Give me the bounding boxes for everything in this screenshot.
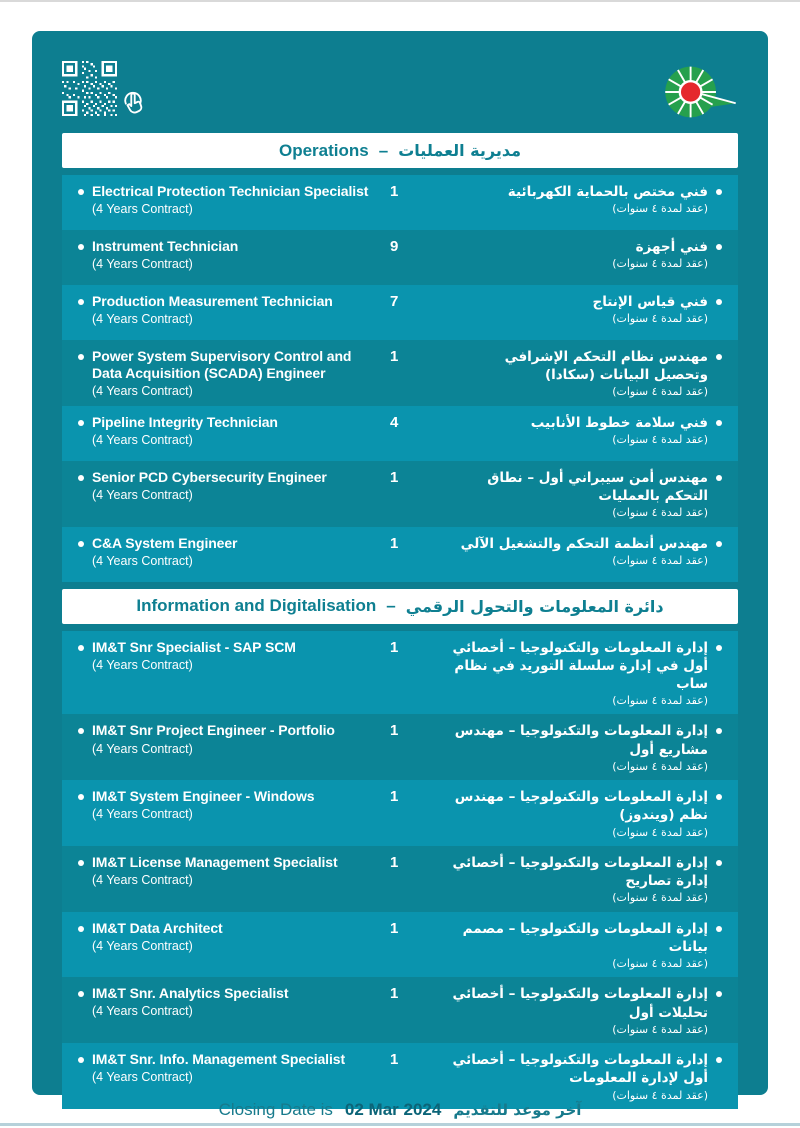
contract-ar: (عقد لمدة ٤ سنوات) bbox=[612, 759, 708, 773]
job-ar-block bbox=[442, 788, 738, 840]
job-title-ar: إدارة المعلومات والتكنولوجيا – مهندس نظم (ويندوز) bbox=[454, 789, 708, 824]
job-en-block bbox=[62, 348, 390, 400]
contract-ar: (عقد لمدة ٤ سنوات) bbox=[612, 553, 708, 567]
contract-ar: (عقد لمدة ٤ سنوات) bbox=[612, 257, 708, 271]
job-ar-block bbox=[442, 469, 738, 521]
job-en-block bbox=[62, 920, 390, 972]
job-title-en: Instrument Technician bbox=[92, 238, 239, 254]
contract-en: (4 Years Contract) bbox=[92, 657, 193, 672]
job-title-en: Electrical Protection Technician Specialist bbox=[92, 183, 369, 199]
announcement-panel bbox=[32, 31, 768, 1102]
job-title-ar: فني سلامة خطوط الأنابيب bbox=[530, 414, 708, 431]
dash: – bbox=[386, 596, 396, 616]
job-en-block bbox=[62, 293, 390, 334]
contract-ar: (عقد لمدة ٤ سنوات) bbox=[612, 202, 708, 216]
bottom-rule bbox=[0, 1123, 800, 1126]
bullet-icon bbox=[716, 475, 722, 481]
job-row bbox=[62, 846, 738, 912]
bullet-icon bbox=[716, 244, 722, 250]
section-title-ar: مديرية العمليات bbox=[398, 141, 521, 160]
vacancy-count: 1 bbox=[390, 468, 399, 486]
bullet-icon bbox=[78, 1057, 84, 1063]
bullet-icon bbox=[78, 794, 84, 800]
contract-en: (4 Years Contract) bbox=[92, 432, 193, 447]
contract-ar: (عقد لمدة ٤ سنوات) bbox=[612, 506, 708, 520]
closing-date-label-ar: آخر موعد للتقديم bbox=[453, 1100, 582, 1119]
qr-code-icon bbox=[62, 61, 117, 116]
job-en-block bbox=[62, 722, 390, 774]
bullet-icon bbox=[78, 189, 84, 195]
job-ar-block bbox=[442, 985, 738, 1037]
bullet-icon bbox=[78, 645, 84, 651]
section-operations bbox=[62, 133, 738, 582]
bullet-icon bbox=[78, 475, 84, 481]
contract-en: (4 Years Contract) bbox=[92, 938, 193, 953]
section-title-en: Operations bbox=[278, 140, 369, 160]
bullet-icon bbox=[716, 299, 722, 305]
contract-ar: (عقد لمدة ٤ سنوات) bbox=[612, 1022, 708, 1036]
job-title-ar: إدارة المعلومات والتكنولوجيا – أخصائي أول في إدارة سلسلة التوريد في نظام ساب bbox=[452, 639, 708, 692]
contract-en: (4 Years Contract) bbox=[92, 487, 193, 502]
vacancy-count: 1 bbox=[390, 534, 399, 552]
job-title-ar: إدارة المعلومات والتكنولوجيا – أخصائي إدارة تصاريح bbox=[452, 854, 708, 890]
bullet-icon bbox=[716, 354, 722, 360]
job-row bbox=[62, 461, 738, 527]
closing-date-bar bbox=[0, 1096, 800, 1123]
job-title-ar: فني قياس الإنتاج bbox=[592, 294, 708, 310]
bullet-icon bbox=[78, 299, 84, 305]
bullet-icon bbox=[78, 860, 84, 866]
job-ar-block bbox=[442, 722, 738, 774]
job-ar-block bbox=[442, 238, 738, 279]
contract-ar: (عقد لمدة ٤ سنوات) bbox=[612, 1088, 708, 1102]
closing-date-label-en: Closing Date is bbox=[218, 1099, 333, 1119]
qr-code[interactable] bbox=[62, 61, 152, 121]
job-ar-block bbox=[442, 183, 738, 224]
panel-header bbox=[32, 31, 768, 133]
section-header bbox=[62, 133, 738, 168]
job-row bbox=[62, 527, 738, 582]
contract-en: (4 Years Contract) bbox=[92, 873, 193, 888]
job-title-en: IM&T Snr Project Engineer - Portfolio bbox=[92, 722, 335, 739]
job-ar-block bbox=[442, 535, 738, 576]
job-row bbox=[62, 175, 738, 230]
vacancy-count: 1 bbox=[390, 183, 399, 200]
job-title-ar: مهندس نظام التحكم الإشرافي وتحصيل البيانات (سكادا) bbox=[504, 349, 708, 384]
job-title-en: IM&T License Management Specialist bbox=[92, 853, 338, 870]
job-title-en: IM&T Snr. Info. Management Specialist bbox=[92, 1051, 346, 1068]
vacancy-count: 7 bbox=[390, 293, 399, 310]
job-en-block bbox=[62, 788, 390, 840]
bullet-icon bbox=[716, 794, 722, 800]
vacancy-count: 1 bbox=[390, 1051, 399, 1069]
section-header bbox=[62, 589, 738, 624]
bullet-icon bbox=[716, 1057, 722, 1063]
job-title-ar: إدارة المعلومات والتكنولوجيا – أخصائي أول لإدارة المعلومات bbox=[452, 1052, 708, 1087]
vacancy-count: 1 bbox=[390, 722, 399, 740]
job-en-block bbox=[62, 985, 390, 1037]
contract-en: (4 Years Contract) bbox=[92, 1004, 193, 1019]
bullet-icon bbox=[716, 420, 722, 426]
bullet-icon bbox=[78, 991, 84, 997]
job-row bbox=[62, 714, 738, 780]
job-ar-block bbox=[442, 348, 738, 400]
contract-en: (4 Years Contract) bbox=[92, 807, 193, 822]
job-row bbox=[62, 285, 738, 340]
bullet-icon bbox=[78, 244, 84, 250]
job-title-en: IM&T Snr Specialist - SAP SCM bbox=[92, 638, 296, 655]
bullet-icon bbox=[78, 728, 84, 734]
job-en-block bbox=[62, 854, 390, 906]
job-title-ar: مهندس أمن سيبراني أول – نطاق التحكم بالعمليات bbox=[487, 469, 708, 504]
vacancy-count: 1 bbox=[390, 919, 399, 937]
job-title-en: Pipeline Integrity Technician bbox=[92, 413, 278, 430]
contract-en: (4 Years Contract) bbox=[92, 312, 193, 327]
tap-hand-icon bbox=[118, 87, 148, 124]
job-ar-block bbox=[442, 639, 738, 709]
top-rule bbox=[0, 0, 800, 2]
job-title-ar: فني مختص بالحماية الكهربائية bbox=[507, 184, 708, 200]
job-en-block bbox=[62, 639, 390, 709]
job-row bbox=[62, 631, 738, 715]
vacancy-count: 9 bbox=[390, 238, 399, 255]
dash: – bbox=[378, 140, 389, 160]
contract-ar: (عقد لمدة ٤ سنوات) bbox=[612, 957, 708, 971]
bullet-icon bbox=[716, 645, 722, 651]
contract-en: (4 Years Contract) bbox=[92, 553, 193, 568]
contract-ar: (عقد لمدة ٤ سنوات) bbox=[612, 433, 708, 446]
job-title-ar: إدارة المعلومات والتكنولوجيا – مصمم بيانات bbox=[462, 920, 708, 955]
closing-date-value: 02 Mar 2024 bbox=[344, 1099, 442, 1119]
vacancy-count: 1 bbox=[390, 788, 399, 806]
job-ar-block bbox=[442, 293, 738, 334]
section-title-en: Information and Digitalisation bbox=[136, 596, 377, 616]
job-ar-block bbox=[442, 414, 738, 455]
contract-ar: (عقد لمدة ٤ سنوات) bbox=[612, 694, 708, 708]
job-en-block bbox=[62, 469, 390, 521]
bullet-icon bbox=[716, 926, 722, 932]
job-ar-block bbox=[442, 854, 738, 906]
job-title-en: C&A System Engineer bbox=[92, 534, 238, 551]
job-row bbox=[62, 230, 738, 285]
job-en-block bbox=[62, 535, 390, 576]
job-title-ar: إدارة المعلومات والتكنولوجيا – مهندس مشاريع أول bbox=[454, 723, 708, 758]
contract-en: (4 Years Contract) bbox=[92, 202, 193, 217]
contract-en: (4 Years Contract) bbox=[92, 257, 193, 272]
job-title-en: IM&T System Engineer - Windows bbox=[92, 788, 315, 805]
contract-ar: (عقد لمدة ٤ سنوات) bbox=[612, 891, 708, 905]
job-row bbox=[62, 406, 738, 461]
vacancy-count: 1 bbox=[390, 985, 399, 1003]
vacancy-count: 1 bbox=[390, 348, 399, 365]
job-title-en: Senior PCD Cybersecurity Engineer bbox=[92, 468, 327, 485]
bullet-icon bbox=[716, 991, 722, 997]
job-en-block bbox=[62, 238, 390, 279]
job-title-en: Power System Supervisory Control and Data Acquisition (SCADA) Engineer bbox=[92, 348, 352, 382]
job-ar-block bbox=[442, 920, 738, 972]
bullet-icon bbox=[78, 926, 84, 932]
section-title-ar: دائرة المعلومات والتحول الرقمي bbox=[405, 596, 664, 616]
job-title-en: IM&T Snr. Analytics Specialist bbox=[92, 985, 289, 1002]
contract-en: (4 Years Contract) bbox=[92, 384, 193, 399]
bullet-icon bbox=[716, 728, 722, 734]
job-title-en: Production Measurement Technician bbox=[92, 293, 333, 309]
job-row bbox=[62, 780, 738, 846]
job-row bbox=[62, 340, 738, 406]
bullet-icon bbox=[78, 420, 84, 426]
nautilus-shell-logo bbox=[662, 61, 738, 128]
job-title-en: IM&T Data Architect bbox=[92, 919, 223, 936]
job-title-ar: فني أجهزة bbox=[635, 239, 708, 255]
bullet-icon bbox=[78, 354, 84, 360]
section-information-digitalisation bbox=[62, 589, 738, 1109]
contract-en: (4 Years Contract) bbox=[92, 741, 193, 756]
contract-ar: (عقد لمدة ٤ سنوات) bbox=[612, 385, 708, 399]
contract-ar: (عقد لمدة ٤ سنوات) bbox=[612, 312, 708, 326]
vacancy-count: 1 bbox=[390, 853, 399, 871]
job-row bbox=[62, 912, 738, 978]
vacancy-count: 4 bbox=[390, 413, 399, 431]
vacancy-count: 1 bbox=[390, 638, 399, 656]
job-en-block bbox=[62, 183, 390, 224]
bullet-icon bbox=[716, 541, 722, 547]
contract-en: (4 Years Contract) bbox=[92, 1070, 193, 1085]
job-row bbox=[62, 977, 738, 1043]
bullet-icon bbox=[716, 189, 722, 195]
bullet-icon bbox=[716, 860, 722, 866]
contract-ar: (عقد لمدة ٤ سنوات) bbox=[612, 825, 708, 839]
job-en-block bbox=[62, 414, 390, 455]
job-title-ar: إدارة المعلومات والتكنولوجيا – أخصائي تحليلات أول bbox=[452, 986, 708, 1021]
bullet-icon bbox=[78, 541, 84, 547]
job-title-ar: مهندس أنظمة التحكم والتشغيل الآلي bbox=[460, 535, 708, 552]
